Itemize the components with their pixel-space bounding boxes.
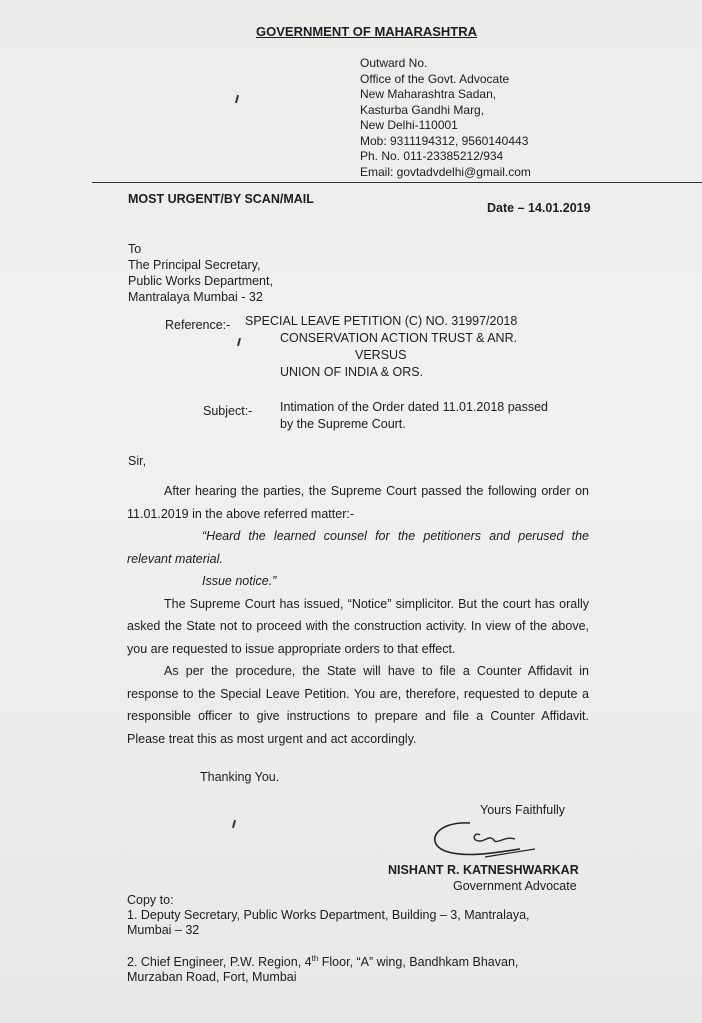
address-line: Office of the Govt. Advocate [360, 71, 510, 86]
copy-item-line: Murzaban Road, Fort, Mumbai [127, 970, 297, 985]
reference-line: SPECIAL LEAVE PETITION (C) NO. 31997/2018 [245, 314, 518, 328]
signatory-designation: Government Advocate [453, 879, 577, 893]
subject-line: by the Supreme Court. [280, 417, 406, 431]
closing-yours: Yours Faithfully [480, 803, 565, 817]
address-line: Mob: 9311194312, 9560140443 [360, 133, 529, 148]
copy-item-line: 2. Chief Engineer, P.W. Region, 4th Floor, “A” wing, Bandhkam Bhavan, [127, 954, 519, 970]
letter-body [127, 480, 589, 750]
recipient-line: Public Works Department, [128, 274, 273, 288]
address-line: Kasturba Gandhi Marg, [360, 102, 485, 117]
address-line: Outward No. [360, 56, 428, 70]
address-line: Email: govtadvdelhi@gmail.com [360, 164, 531, 179]
subject-block [280, 399, 548, 433]
recipient-line: The Principal Secretary, [128, 258, 261, 272]
scan-mark [237, 338, 241, 346]
copy-item: 1. Deputy Secretary, Public Works Department, Building – 3, Mantralaya, [127, 908, 530, 922]
copy-item: Mumbai – 32 [127, 923, 200, 937]
signatory-name: NISHANT R. KATNESHWARKAR [388, 863, 579, 877]
letter-date: Date – 14.01.2019 [487, 201, 591, 215]
recipient-line: To [128, 242, 142, 256]
body-paragraph: As per the procedure, the State will have to file a Counter Affidavit in response to the Special Leave Petition. You are, therefore, requested to depute a responsible officer to give instructions to prepare and file a Counter Affidavit. Please treat this as most urgent and act accordingly. [127, 664, 589, 746]
subject-line: Intimation of the Order dated 11.01.2018 passed [280, 400, 549, 414]
copy-item-2 [127, 951, 518, 985]
closing-thanks: Thanking You. [200, 770, 280, 784]
reference-line: CONSERVATION ACTION TRUST & ANR. [280, 331, 518, 345]
copy-to-block [127, 893, 530, 938]
subject-label: Subject:- [203, 404, 253, 418]
reference-block [245, 313, 517, 381]
reference-line: VERSUS [355, 348, 407, 362]
header-divider [92, 182, 702, 183]
priority-note: MOST URGENT/BY SCAN/MAIL [128, 192, 314, 206]
scan-mark [232, 820, 236, 828]
address-line: New Maharashtra Sadan, [360, 87, 497, 101]
copy-label: Copy to: [127, 893, 174, 907]
order-quote: “Heard the learned counsel for the petitioners and perused the relevant material. [127, 529, 589, 566]
order-quote-end: Issue notice.” [202, 574, 277, 588]
address-line: New Delhi-110001 [360, 118, 458, 132]
recipient-line: Mantralaya Mumbai - 32 [128, 290, 263, 304]
address-line: Ph. No. 011-23385212/934 [360, 149, 504, 163]
salutation: Sir, [128, 454, 147, 468]
reference-label: Reference:- [165, 318, 231, 332]
reference-line: UNION OF INDIA & ORS. [280, 365, 424, 379]
body-paragraph: After hearing the parties, the Supreme Court passed the following order on 11.01.2019 in the above referred matter:- [127, 484, 589, 521]
scan-mark [235, 95, 239, 103]
body-paragraph: The Supreme Court has issued, “Notice” simplicitor. But the court has orally asked the State not to proceed with the construction activity. In view of the above, you are requested to issue appropriate orders to that effect. [127, 596, 589, 656]
government-heading: GOVERNMENT OF MAHARASHTRA [256, 24, 477, 39]
recipient-block [128, 241, 273, 305]
handwritten-signature [425, 813, 555, 863]
sender-address [360, 56, 531, 180]
